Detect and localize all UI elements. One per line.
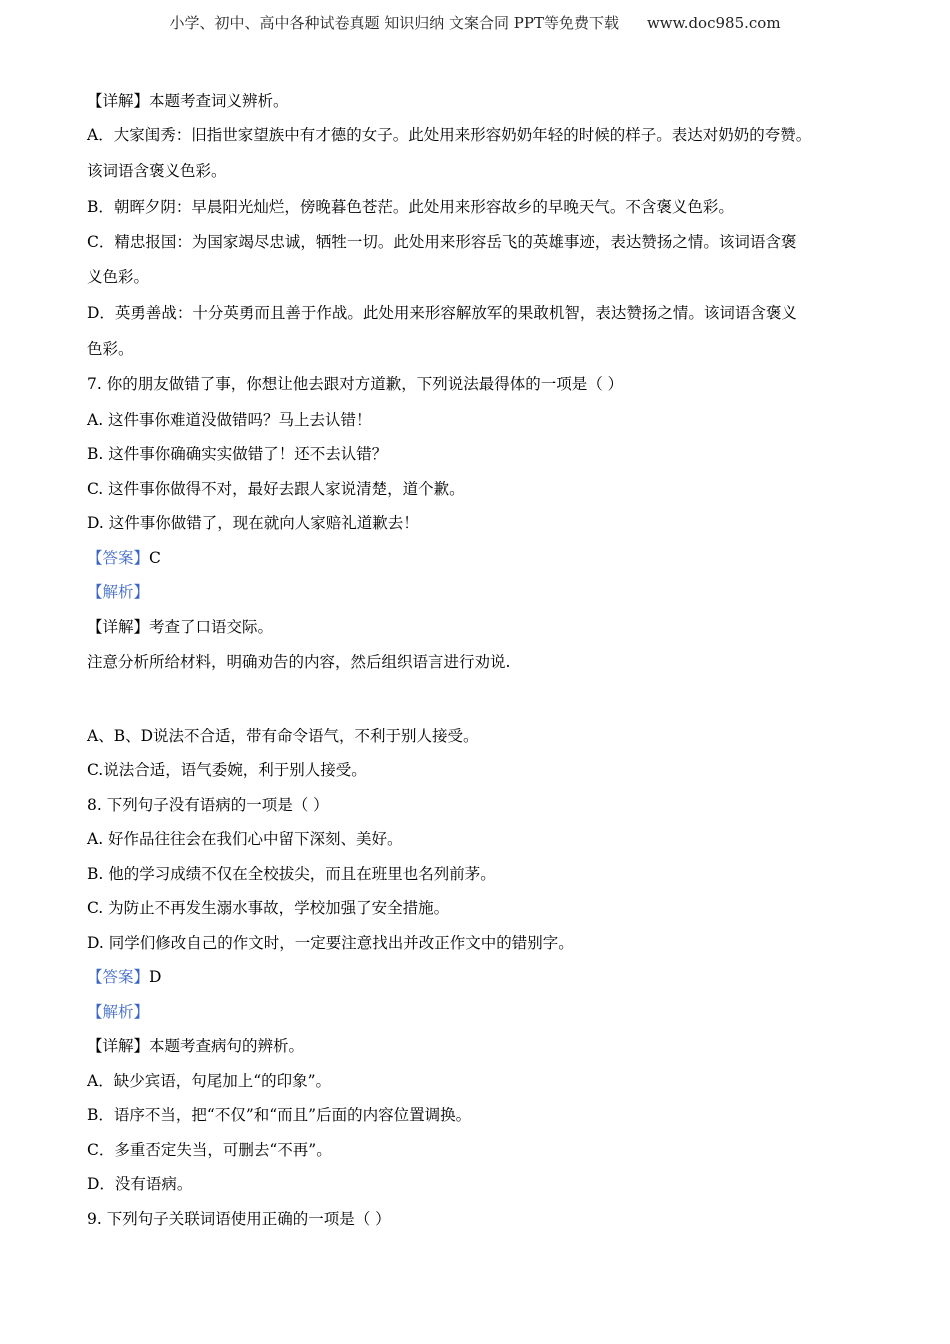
answer-value: C: [149, 549, 161, 567]
text-line: B．语序不当，把“不仅”和“而且”后面的内容位置调换。: [87, 1106, 472, 1124]
question-8: 8. 下列句子没有语病的一项是（ ）: [87, 796, 329, 814]
text-line: 注意分析所给材料，明确劝告的内容，然后组织语言进行劝说.: [87, 653, 511, 671]
text-line: C．精忠报国：为国家竭尽忠诚，牺牲一切。此处用来形容岳飞的英雄事迹，表达赞扬之情。该词语含褒: [87, 233, 797, 251]
text-line: A、B、D说法不合适，带有命令语气，不利于别人接受。: [87, 727, 479, 745]
text-line: B．朝晖夕阴：早晨阳光灿烂，傍晚暮色苍茫。此处用来形容故乡的早晚天气。不含褒义色彩。: [87, 198, 734, 216]
text-line: C.说法合适，语气委婉，利于别人接受。: [87, 761, 367, 779]
answer-line: [87, 548, 161, 568]
option-a: A. 这件事你难道没做错吗？马上去认错！: [87, 411, 372, 429]
option-d: D. 同学们修改自己的作文时，一定要注意找出并改正作文中的错别字。: [87, 934, 574, 952]
analysis-line: [87, 1002, 149, 1022]
header-text: 小学、初中、高中各种试卷真题 知识归纳 文案合同 PPT等免费下载: [169, 14, 619, 32]
header-site[interactable]: www.doc985.com: [646, 14, 781, 32]
text-line: 【详解】考查了口语交际。: [87, 618, 274, 636]
text-line: 该词语含褒义色彩。: [87, 162, 227, 180]
text-line: 色彩。: [87, 340, 134, 358]
answer-label: 【答案】: [87, 549, 150, 567]
answer-label: 【答案】: [87, 968, 150, 986]
answer-line: [87, 967, 161, 987]
text-line: A．缺少宾语，句尾加上“的印象”。: [87, 1072, 332, 1090]
option-c: C. 为防止不再发生溺水事故，学校加强了安全措施。: [87, 899, 450, 917]
text-line: A．大家闺秀：旧指世家望族中有才德的女子。此处用来形容奶奶年轻的时候的样子。表达对奶奶的夸赞。: [87, 126, 812, 144]
question-9: 9. 下列句子关联词语使用正确的一项是（ ）: [87, 1210, 391, 1228]
text-line: D．没有语病。: [87, 1175, 193, 1193]
page-header: [0, 12, 950, 33]
option-c: C. 这件事你做得不对，最好去跟人家说清楚，道个歉。: [87, 480, 465, 498]
text-line: 【详解】本题考查病句的辨析。: [87, 1037, 305, 1055]
answer-value: D: [149, 968, 162, 986]
text-line: 【详解】本题考查词义辨析。: [87, 92, 289, 110]
option-d: D. 这件事你做错了，现在就向人家赔礼道歉去！: [87, 514, 419, 532]
option-b: B. 这件事你确确实实做错了！还不去认错？: [87, 445, 388, 463]
question-7: 7. 你的朋友做错了事，你想让他去跟对方道歉，下列说法最得体的一项是（ ）: [87, 375, 624, 393]
analysis-label: 【解析】: [87, 583, 150, 601]
analysis-label: 【解析】: [87, 1003, 150, 1021]
option-b: B. 他的学习成绩不仅在全校拔尖，而且在班里也名列前茅。: [87, 865, 496, 883]
analysis-line: [87, 582, 149, 602]
text-line: 义色彩。: [87, 268, 150, 286]
text-line: C．多重否定失当，可删去“不再”。: [87, 1141, 332, 1159]
text-line: D．英勇善战：十分英勇而且善于作战。此处用来形容解放军的果敢机智，表达赞扬之情。该词语含褒义: [87, 304, 797, 322]
option-a: A. 好作品往往会在我们心中留下深刻、美好。: [87, 830, 403, 848]
